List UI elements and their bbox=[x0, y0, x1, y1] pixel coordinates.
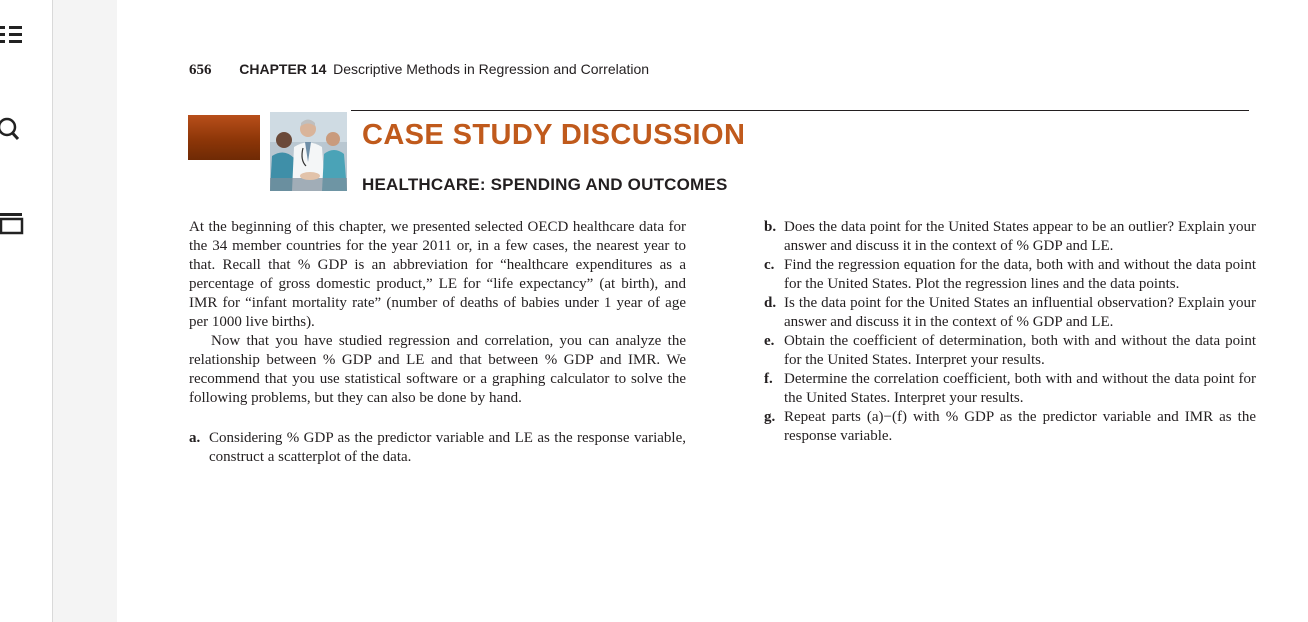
case-study-subtitle: HEALTHCARE: SPENDING AND OUTCOMES bbox=[362, 175, 728, 194]
question-text: Find the regression equation for the data, both with and without the data point for the United States. Plot the regression lines and the data points. bbox=[784, 257, 1256, 292]
question-item bbox=[764, 256, 1256, 294]
running-head bbox=[189, 61, 649, 79]
chapter-title: Descriptive Methods in Regression and Correlation bbox=[333, 61, 650, 77]
question-label: d. bbox=[764, 295, 777, 311]
document-page bbox=[117, 0, 1308, 622]
question-item bbox=[764, 408, 1256, 446]
question-label: a. bbox=[189, 430, 201, 446]
header-rule bbox=[351, 110, 1249, 111]
question-text: Repeat parts (a)−(f) with % GDP as the predictor variable and IMR as the response variable. bbox=[784, 409, 1256, 444]
print-icon[interactable] bbox=[0, 204, 30, 238]
page-gutter bbox=[53, 0, 117, 622]
doctors-photo bbox=[270, 112, 347, 191]
question-label: c. bbox=[764, 257, 775, 273]
instruction-paragraph: Now that you have studied regression and correlation, you can analyze the relationship between % GDP and LE and that between % GDP and IMR. We recommend that you use statistical software or a graphing calculator to solve the following problems, but they can also be done by hand. bbox=[189, 333, 686, 406]
page-number: 656 bbox=[189, 62, 212, 78]
outline-icon[interactable] bbox=[0, 18, 30, 52]
question-text: Is the data point for the United States an influential observation? Explain your answer and discuss it in the context of % GDP and LE. bbox=[784, 295, 1256, 330]
viewer-toolbar bbox=[0, 0, 53, 622]
question-label: f. bbox=[764, 371, 773, 387]
decorative-color-block bbox=[188, 115, 260, 160]
question-item bbox=[764, 294, 1256, 332]
case-study-title: CASE STUDY DISCUSSION bbox=[362, 119, 746, 151]
question-label: e. bbox=[764, 333, 775, 349]
question-text: Obtain the coefficient of determination, both with and without the data point for the United States. Interpret your results. bbox=[784, 333, 1256, 368]
question-label: b. bbox=[764, 219, 777, 235]
question-item bbox=[764, 218, 1256, 256]
search-icon[interactable] bbox=[0, 112, 30, 146]
question-item bbox=[764, 332, 1256, 370]
question-text: Determine the correlation coefficient, both with and without the data point for the United States. Interpret your results. bbox=[784, 371, 1256, 406]
left-column bbox=[189, 218, 686, 467]
right-column bbox=[764, 218, 1256, 446]
question-text: Considering % GDP as the predictor variable and LE as the response variable, construct a scatterplot of the data. bbox=[209, 430, 686, 465]
question-item bbox=[189, 429, 686, 467]
intro-paragraph: At the beginning of this chapter, we presented selected OECD healthcare data for the 34 member countries for the year 2011 or, in a few cases, the nearest year to that. Recall that % GDP is an abbreviation for “healthcare expenditures as a percentage of gross domestic product,” LE for “life expectancy” (at birth), and IMR for “infant mortality rate” (number of deaths of babies under 1 year of age per 1000 live births). bbox=[189, 219, 686, 330]
chapter-label: CHAPTER 14 bbox=[239, 61, 327, 77]
question-label: g. bbox=[764, 409, 776, 425]
question-text: Does the data point for the United States appear to be an outlier? Explain your answer and discuss it in the context of % GDP and LE. bbox=[784, 219, 1256, 254]
question-item bbox=[764, 370, 1256, 408]
